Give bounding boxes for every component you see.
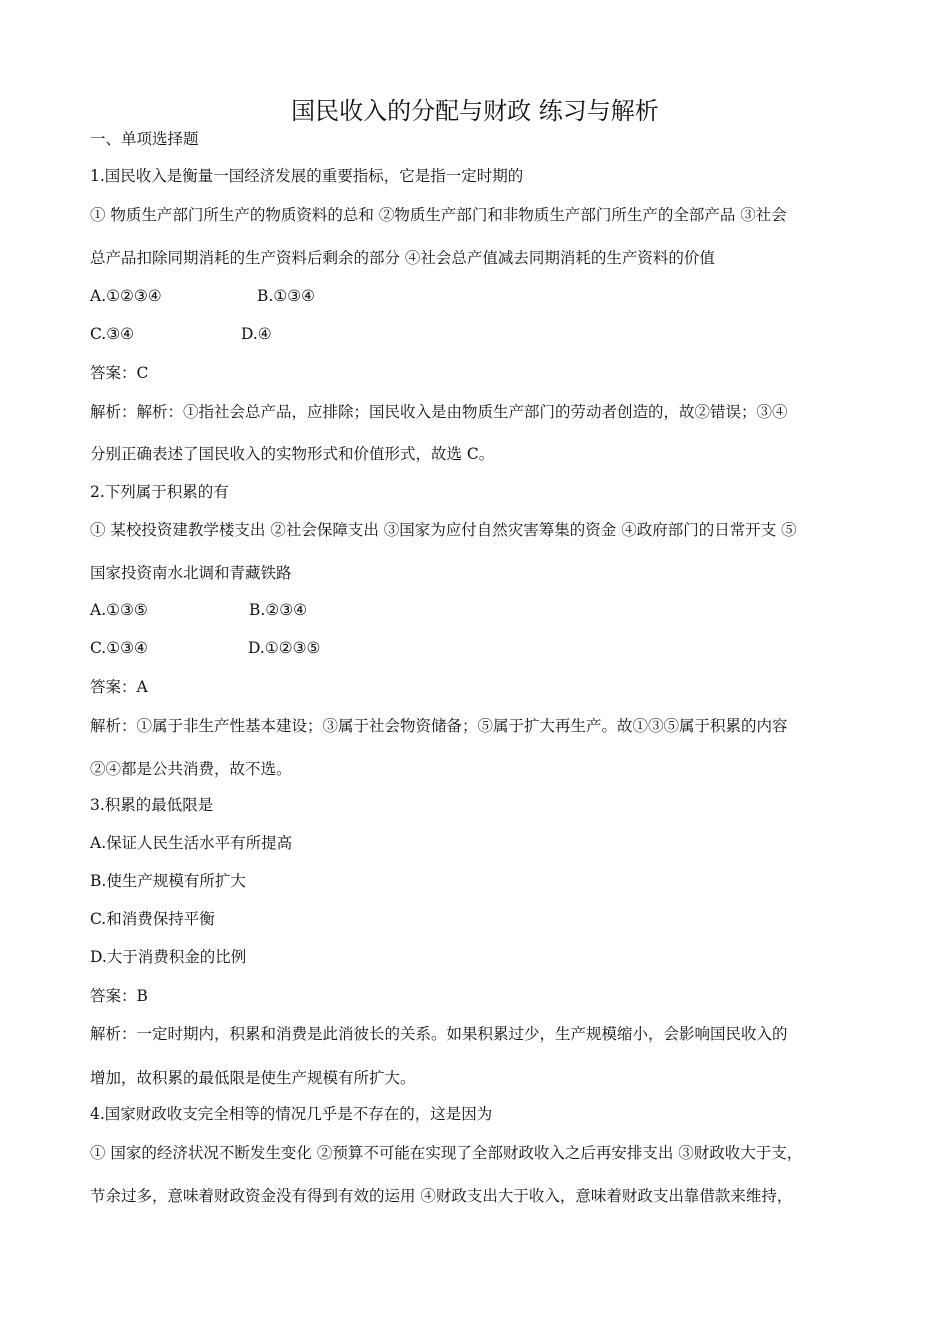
question-1-item-line: 总产品扣除同期消耗的生产资料后剩余的部分 ④社会总产值减去同期消耗的生产资料的价值 bbox=[90, 249, 715, 267]
question-4-item-line: ① 国家的经济状况不断发生变化 ②预算不可能在实现了全部财政收入之后再安排支出 ③财政收大于支， bbox=[90, 1144, 803, 1162]
option-b: B.②③④ bbox=[249, 601, 308, 619]
option-d: D.①②③⑤ bbox=[248, 639, 321, 657]
option-a: A.①③⑤ bbox=[90, 601, 148, 619]
question-2-options-row bbox=[90, 598, 308, 622]
option-d: D.大于消费积金的比例 bbox=[90, 948, 247, 966]
option-d: D.④ bbox=[241, 325, 272, 343]
question-4-stem: 4.国家财政收支完全相等的情况几乎是不存在的，这是因为 bbox=[90, 1105, 493, 1123]
option-c: C.①③④ bbox=[90, 639, 148, 657]
option-c: C.和消费保持平衡 bbox=[90, 910, 215, 928]
question-1-item-line: ① 物质生产部门所生产的物质资料的总和 ②物质生产部门和非物质生产部门所生产的全部产品 ③社会 bbox=[90, 206, 787, 224]
question-3-stem: 3.积累的最低限是 bbox=[90, 796, 214, 814]
section-heading: 一、单项选择题 bbox=[90, 130, 199, 148]
question-2-answer: 答案：A bbox=[90, 678, 148, 696]
question-1-analysis-line: 解析：解析：①指社会总产品，应排除；国民收入是由物质生产部门的劳动者创造的，故②错误；③④ bbox=[90, 403, 788, 421]
question-2-item-line: ① 某校投资建教学楼支出 ②社会保障支出 ③国家为应付自然灾害筹集的资金 ④政府部门的日常开支 ⑤ bbox=[90, 521, 797, 539]
option-c: C.③④ bbox=[90, 325, 135, 343]
question-2-analysis-line: ②④都是公共消费，故不选。 bbox=[90, 760, 292, 778]
question-2-item-line: 国家投资南水北调和青藏铁路 bbox=[90, 564, 292, 582]
document-title: 国民收入的分配与财政 练习与解析 bbox=[291, 97, 659, 125]
question-1-stem: 1.国民收入是衡量一国经济发展的重要指标，它是指一定时期的 bbox=[90, 167, 524, 185]
option-a: A.①②③④ bbox=[90, 287, 162, 305]
question-1-analysis-line: 分别正确表述了国民收入的实物形式和价值形式，故选 C。 bbox=[90, 445, 495, 463]
question-2-stem: 2.下列属于积累的有 bbox=[90, 483, 229, 501]
question-1-options-row bbox=[90, 322, 272, 346]
option-b: B.①③④ bbox=[257, 287, 316, 305]
question-3-analysis-line: 解析：一定时期内，积累和消费是此消彼长的关系。如果积累过少，生产规模缩小，会影响国民收入的 bbox=[90, 1025, 788, 1043]
question-3-analysis-line: 增加，故积累的最低限是使生产规模有所扩大。 bbox=[90, 1069, 416, 1087]
question-4-item-line: 节余过多，意味着财政资金没有得到有效的运用 ④财政支出大于收入，意味着财政支出靠借款来维持， bbox=[90, 1187, 793, 1205]
question-1-answer: 答案：C bbox=[90, 364, 149, 382]
option-b: B.使生产规模有所扩大 bbox=[90, 872, 246, 890]
question-1-options-row bbox=[90, 284, 316, 308]
option-a: A.保证人民生活水平有所提高 bbox=[90, 834, 293, 852]
question-2-options-row bbox=[90, 636, 321, 660]
question-2-analysis-line: 解析：①属于非生产性基本建设；③属于社会物资储备；⑤属于扩大再生产。故①③⑤属于积累的内容 bbox=[90, 717, 788, 735]
question-3-answer: 答案：B bbox=[90, 987, 148, 1005]
